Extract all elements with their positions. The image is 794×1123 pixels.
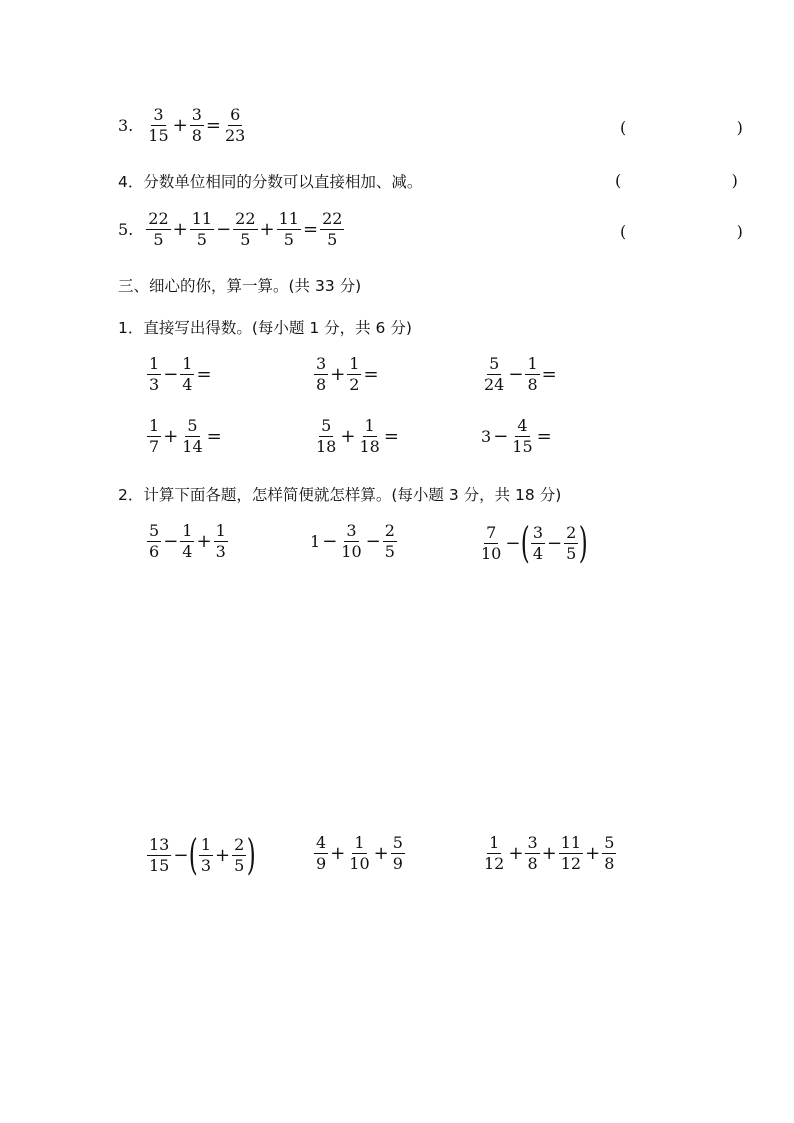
fraction-denominator: 8 [316,375,327,394]
operator: + [172,219,188,240]
fraction-numerator: 1 [149,416,160,435]
fraction-denominator: 12 [484,854,505,873]
fraction-denominator: 23 [225,126,246,145]
fraction [190,106,204,145]
fraction [180,355,194,394]
fraction-numerator: 1 [149,354,160,373]
operator: + [330,843,346,864]
fraction-denominator: 8 [191,126,202,145]
fraction-denominator: 18 [359,437,380,456]
fraction-denominator: 15 [148,126,169,145]
fraction-numerator: 2 [234,834,245,854]
whole-number: 3 [481,427,492,446]
fraction-numerator: 22 [322,209,343,228]
operator: + [172,115,188,136]
fraction-denominator: 10 [341,542,362,561]
oral-expression-6 [481,417,553,456]
fraction-numerator: 22 [148,209,169,228]
fraction-numerator: 3 [316,354,327,373]
fraction [525,355,539,394]
fraction [277,210,301,249]
right-parenthesis: ) [579,518,589,567]
fraction-numerator: 13 [149,834,170,854]
fraction-numerator: 3 [527,833,538,852]
operator: − [322,531,338,552]
operator: + [215,844,231,866]
operator: + [330,364,346,385]
fraction-denominator: 3 [200,855,212,875]
judge-question-4 [118,170,422,192]
fraction [391,834,405,873]
operator: = [541,364,557,385]
fraction-numerator: 1 [489,833,500,852]
calc-expression-2 [310,522,398,561]
operator: + [196,531,212,552]
fraction-numerator: 5 [187,416,198,435]
fraction [147,522,161,561]
fraction-numerator: 11 [191,209,213,228]
operator: = [363,364,379,385]
question-text: 分数单位相同的分数可以直接相加、减。 [143,173,423,191]
fraction-denominator: 10 [349,854,370,873]
fraction-numerator: 2 [566,522,577,542]
fraction-denominator: 4 [532,543,544,563]
fraction-numerator: 6 [230,105,241,124]
judge-question-5 [118,210,345,249]
fraction-denominator: 10 [481,543,502,563]
fraction-denominator: 12 [560,854,582,873]
calc-expression-1 [146,522,229,561]
left-parenthesis: ( [521,518,531,567]
fraction-numerator: 1 [364,416,375,435]
calc-expression-6 [481,834,617,873]
fraction [190,210,214,249]
fraction-numerator: 5 [392,833,403,852]
fraction [146,210,170,249]
fraction-numerator: 22 [235,209,256,228]
fraction-denominator: 6 [149,542,160,561]
operator: − [508,364,524,385]
answer-bracket[interactable]: ( ) [615,171,756,190]
operator: − [163,364,179,385]
fraction [180,522,194,561]
question-number: 5. [118,220,134,239]
fraction-numerator: 2 [384,521,395,540]
fraction-numerator: 1 [200,834,212,854]
fraction [146,106,170,145]
fraction [147,355,161,394]
fraction [199,836,213,875]
part-1-title: 1．直接写出得数。(每小题 1 分，共 6 分) [118,319,412,337]
operator: − [216,219,232,240]
oral-expression-5 [313,417,400,456]
fraction-denominator: 5 [566,543,577,563]
operator: − [365,531,381,552]
operator: + [163,426,179,447]
fraction [233,210,257,249]
fraction [347,834,371,873]
fraction [314,834,328,873]
fraction [482,834,506,873]
fraction-numerator: 1 [354,833,365,852]
fraction-denominator: 9 [392,854,403,873]
fraction [602,834,616,873]
fraction-denominator: 8 [527,375,538,394]
calc-expression-4 [146,830,257,879]
operator: − [493,426,509,447]
fraction [383,522,397,561]
fraction-numerator: 1 [182,521,193,540]
fraction-denominator: 5 [327,230,338,249]
fraction-numerator: 1 [215,521,226,540]
operator: = [206,426,222,447]
oral-expression-1 [146,355,213,394]
answer-bracket[interactable]: ( ) [620,222,761,241]
fraction [314,355,328,394]
fraction [214,522,228,561]
fraction-denominator: 15 [512,437,533,456]
oral-expression-4 [146,417,223,456]
fraction-numerator: 5 [321,416,332,435]
fraction-denominator: 5 [283,230,294,249]
fraction-denominator: 8 [604,854,615,873]
fraction-numerator: 11 [278,209,299,228]
fraction-numerator: 5 [149,521,160,540]
fraction-numerator: 4 [316,833,327,852]
fraction-denominator: 5 [153,230,164,249]
answer-bracket[interactable]: ( ) [620,118,761,137]
fraction [482,355,506,394]
operator: = [536,426,552,447]
fraction-denominator: 14 [182,437,203,456]
fraction [314,417,338,456]
fraction-denominator: 5 [234,855,245,875]
fraction [510,417,534,456]
fraction-denominator: 9 [316,854,327,873]
section-3-title: 三、细心的你，算一算。(共 33 分) [118,277,362,295]
operator: = [196,364,212,385]
fraction-numerator: 4 [517,416,528,435]
fraction [559,834,583,873]
fraction [339,522,363,561]
fraction-denominator: 5 [384,542,395,561]
fraction-numerator: 3 [346,521,357,540]
fraction-numerator: 5 [489,354,500,373]
fraction-denominator: 4 [182,375,193,394]
operator: = [383,426,399,447]
operator: + [508,843,524,864]
fraction-numerator: 5 [604,833,615,852]
fraction-numerator: 3 [191,105,202,124]
fraction-denominator: 3 [215,542,226,561]
fraction-denominator: 3 [149,375,160,394]
fraction [479,524,503,563]
fraction-denominator: 15 [149,855,170,875]
operator: = [302,219,319,240]
question-number: 3. [118,116,134,135]
fraction [564,524,578,563]
fraction-denominator: 7 [149,437,160,456]
fraction-numerator: 11 [560,833,582,852]
fraction-numerator: 1 [527,354,538,373]
fraction [147,836,171,875]
fraction-denominator: 4 [182,542,193,561]
operator: + [259,219,275,240]
fraction-numerator: 3 [153,105,164,124]
fraction [320,210,344,249]
operator: − [505,532,521,554]
operator: + [541,843,557,864]
operator: = [205,115,221,136]
fraction [223,106,247,145]
fraction-numerator: 7 [486,522,497,542]
operator: − [547,532,563,554]
fraction-denominator: 8 [527,854,538,873]
fraction-denominator: 2 [349,375,360,394]
part-2-title: 2．计算下面各题，怎样简便就怎样算。(每小题 3 分，共 18 分) [118,486,562,504]
operator: − [173,844,189,866]
fraction [232,836,246,875]
fraction-numerator: 1 [349,354,360,373]
whole-number: 1 [310,532,321,551]
fraction [531,524,545,563]
question-number: 4． [118,173,144,191]
operator: + [373,843,389,864]
fraction [347,355,361,394]
calc-expression-5 [313,834,406,873]
calc-expression-3 [478,518,589,567]
fraction-denominator: 24 [484,375,505,394]
operator: + [340,426,356,447]
fraction [147,417,161,456]
fraction [180,417,204,456]
fraction-numerator: 3 [532,522,544,542]
judge-question-3 [118,106,248,145]
oral-expression-2 [313,355,380,394]
fraction [357,417,381,456]
oral-expression-3 [481,355,558,394]
operator: − [163,531,179,552]
fraction-numerator: 1 [182,354,193,373]
fraction-denominator: 5 [196,230,207,249]
left-parenthesis: ( [189,830,199,879]
operator: + [585,843,601,864]
fraction-denominator: 5 [240,230,251,249]
right-parenthesis: ) [247,830,257,879]
fraction [525,834,539,873]
fraction-denominator: 18 [316,437,337,456]
